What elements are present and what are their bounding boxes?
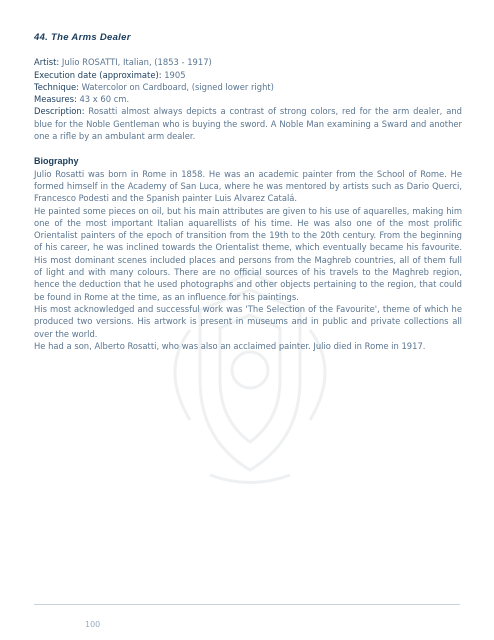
page-number: 100 [85,620,101,629]
execution-date-label: Execution date (approximate): [34,69,162,80]
biography-paragraph: He had a son, Alberto Rosatti, who was also an acclaimed painter. Julio died in Rome in 1917. [34,340,426,351]
biography-text [34,168,462,352]
biography-heading: Biography [34,156,79,167]
description-field [34,105,462,142]
description-label: Description: [34,106,85,117]
execution-date-value: 1905 [161,69,186,80]
execution-date-field [34,69,462,81]
biography-paragraph: Julio Rosatti was born in Rome in 1858. He was an academic painter from the School of Rome. He formed himself in the Academy of San Luca, where he was mentored by artists such as Dario Querci, Francesco Podesti and the Spanish painter Luis Alvarez Catalá. [34,168,462,204]
footer-divider [34,604,460,605]
technique-value: Watercolor on Cardboard, (signed lower right) [79,81,274,92]
technique-label: Technique: [34,81,79,92]
measures-label: Measures: [34,94,77,105]
biography-paragraph: His most acknowledged and successful work was 'The Selection of the Favourite', theme of which he produced two versions. His artwork is present in museums and in public and private collections all over the world. [34,303,462,339]
artist-label: Artist: [34,57,60,68]
biography-paragraph: He painted some pieces on oil, but his main attributes are given to his use of aquarelles, making him one of the most important Italian aquarellists of his time. He was also one of the most prolific Orientalist painters of the epoch of transition from the 19th to the 20th century. From the beginning of his career, he was inclined towards the Orientalist theme, which eventually became his favourite. His most dominant scenes included places and persons from the Maghreb countries, all of them full of light and with many colours. There are no official sources of his travels to the Maghreb region, hence the deduction that he used photographs and other objects pertaining to the region, that could be found in Rome at the time, as an influence for his paintings. [34,205,462,302]
artist-field [34,56,462,68]
description-value: Rosatti almost always depicts a contrast of strong colors, red for the arm dealer, and blue for the Noble Gentleman who is buying the sword. A Noble Man examining a Sward and another one a rifle by an ambulant arm dealer. [34,106,462,142]
technique-field [34,81,462,93]
measures-value: 43 x 60 cm. [76,94,130,105]
measures-field [34,93,462,105]
artist-value: Julio ROSATTI, Italian, (1853 - 1917) [59,57,212,68]
artwork-title: 44. The Arms Dealer [34,32,131,43]
document-content [34,32,462,352]
